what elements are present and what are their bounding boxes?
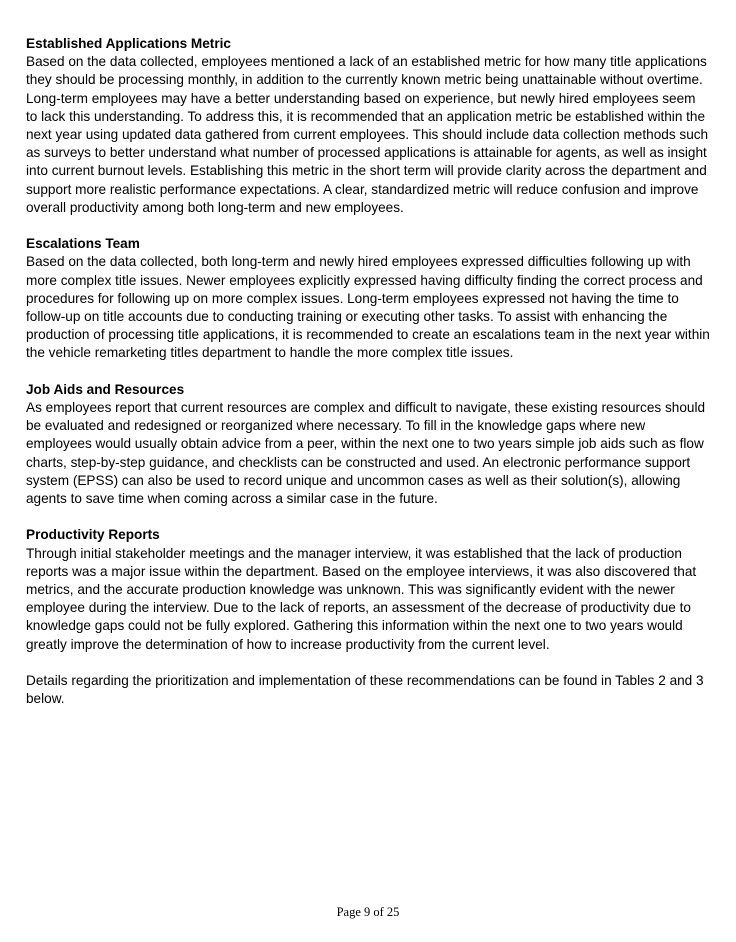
section-heading: Productivity Reports	[26, 527, 160, 543]
section-job-aids-and-resources	[26, 381, 710, 508]
section-escalations-team	[26, 235, 710, 362]
section-established-applications-metric	[26, 35, 710, 217]
section-heading: Escalations Team	[26, 236, 140, 252]
section-paragraph: Through initial stakeholder meetings and the manager interview, it was established that the lack of production reports was a major issue within the department. Based on the employee interviews, it was also discovered that metrics, and the accurate production knowledge was unknown. This was significantly evident with the newer employee during the interview. Due to the lack of reports, an assessment of the decrease of productivity due to knowledge gaps could not be fully explored. Gathering this information within the next one to two years would greatly improve the determination of how to increase productivity from the current level.	[26, 545, 697, 652]
section-productivity-reports	[26, 526, 710, 653]
section-paragraph: As employees report that current resources are complex and difficult to navigate, these existing resources should be evaluated and redesigned or reorganized where necessary. To fill in the knowledge gaps where new employees would usually obtain advice from a peer, within the next one to two years simple job aids such as flow charts, step-by-step guidance, and checklists can be constructed and used. An electronic performance support system (EPSS) can also be used to record unique and uncommon cases as well as their solution(s), allowing agents to save time when coming across a similar case in the future.	[26, 400, 706, 507]
closing-paragraph: Details regarding the prioritization and implementation of these recommendations can be found in Tables 2 and 3 below.	[26, 673, 704, 707]
section-paragraph: Based on the data collected, employees mentioned a lack of an established metric for how many title applications they should be processing monthly, in addition to the currently known metric being unattainable without overtime. Long-term employees may have a better understanding based on experience, but newly hired employees seem to lack this understanding. To address this, it is recommended that an application metric be established within the next year using updated data gathered from current employees. This should include data collection methods such as surveys to better understand what number of processed applications is attainable for agents, as well as insight into current burnout levels. Establishing this metric in the short term will provide clarity across the department and support more realistic performance expectations. A clear, standardized metric will reduce confusion and improve overall productivity among both long-term and new employees.	[26, 54, 709, 215]
page-number: Page 9 of 25	[336, 905, 400, 919]
section-heading: Established Applications Metric	[26, 36, 231, 51]
document-content	[26, 35, 710, 708]
section-paragraph: Based on the data collected, both long-term and newly hired employees expressed difficulties following up with more complex title issues. Newer employees explicitly expressed having difficulty finding the correct process and procedures for following up on more complex issues. Long-term employees expressed not having the time to follow-up on title accounts due to conducting training or executing other tasks. To assist with enhancing the production of processing title applications, it is recommended to create an escalations team in the next year within the vehicle remarketing titles department to handle the more complex title issues.	[26, 254, 710, 361]
section-heading: Job Aids and Resources	[26, 381, 185, 397]
